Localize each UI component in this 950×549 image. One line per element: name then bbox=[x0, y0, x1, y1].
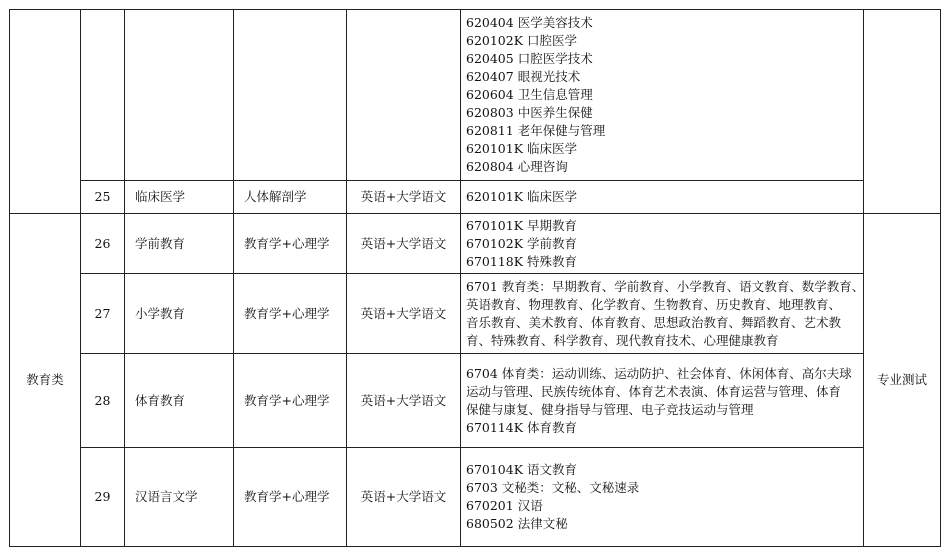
code-line: 音乐教育、美术教育、体育教育、思想政治教育、舞蹈教育、艺术教 bbox=[466, 314, 842, 330]
subject-test: 教育学+心理学 bbox=[234, 214, 347, 274]
code-line: 670102K 学前教育 bbox=[466, 235, 578, 251]
public-test: 英语+大学语文 bbox=[347, 181, 461, 214]
major-name: 学前教育 bbox=[125, 214, 234, 274]
code-line: 620102K 口腔医学 bbox=[466, 33, 578, 48]
public-test: 英语+大学语文 bbox=[347, 214, 461, 274]
subject-test: 教育学+心理学 bbox=[234, 274, 347, 354]
code-line: 620407 眼视光技术 bbox=[466, 69, 581, 84]
table-row bbox=[10, 448, 941, 547]
row-number bbox=[81, 10, 125, 181]
table-row bbox=[10, 354, 941, 448]
code-line: 620101K 临床医学 bbox=[466, 189, 578, 204]
admission-table bbox=[9, 9, 941, 547]
code-line: 620405 口腔医学技术 bbox=[466, 51, 593, 66]
major-name bbox=[125, 10, 234, 181]
code-line: 620404 医学美容技术 bbox=[466, 15, 593, 30]
table-row bbox=[10, 214, 941, 274]
row-number: 25 bbox=[81, 181, 125, 214]
major-name: 临床医学 bbox=[125, 181, 234, 214]
code-line: 670104K 语文教育 bbox=[466, 462, 578, 477]
code-line: 670101K 早期教育 bbox=[466, 217, 578, 233]
major-codes bbox=[461, 181, 864, 214]
subject-test: 人体解剖学 bbox=[234, 181, 347, 214]
public-test: 英语+大学语文 bbox=[347, 354, 461, 448]
major-codes bbox=[461, 214, 864, 274]
code-line: 670114K 体育教育 bbox=[466, 419, 578, 435]
category-cell-continued bbox=[10, 10, 81, 214]
major-name: 汉语言文学 bbox=[125, 448, 234, 547]
code-line: 育、特殊教育、科学教育、现代教育技术、心理健康教育 bbox=[466, 332, 779, 348]
note-professional-test: 专业测试 bbox=[864, 214, 941, 547]
code-line: 运动与管理、民族传统体育、体育艺术表演、体育运营与管理、体育 bbox=[466, 383, 842, 399]
public-test: 英语+大学语文 bbox=[347, 448, 461, 547]
code-line: 6703 文秘类：文秘、文秘速录 bbox=[466, 480, 640, 495]
code-line: 620101K 临床医学 bbox=[466, 141, 578, 156]
code-line: 680502 法律文秘 bbox=[466, 516, 568, 531]
major-codes bbox=[461, 448, 864, 547]
row-number: 27 bbox=[81, 274, 125, 354]
category-education: 教育类 bbox=[10, 214, 81, 547]
code-line: 6704 体育类：运动训练、运动防护、社会体育、休闲体育、高尔夫球 bbox=[466, 365, 852, 381]
code-line: 620811 老年保健与管理 bbox=[466, 123, 606, 138]
row-number: 29 bbox=[81, 448, 125, 547]
major-codes bbox=[461, 10, 864, 181]
code-line: 6701 教育类：早期教育、学前教育、小学教育、语文教育、数学教育、 bbox=[466, 278, 865, 294]
code-line: 620604 卫生信息管理 bbox=[466, 87, 593, 102]
table-row bbox=[10, 181, 941, 214]
code-line: 英语教育、物理教育、化学教育、生物教育、历史教育、地理教育、 bbox=[466, 296, 842, 312]
subject-test bbox=[234, 10, 347, 181]
code-line: 620803 中医养生保健 bbox=[466, 105, 593, 120]
table-row bbox=[10, 274, 941, 354]
row-number: 28 bbox=[81, 354, 125, 448]
major-name: 小学教育 bbox=[125, 274, 234, 354]
row-number: 26 bbox=[81, 214, 125, 274]
subject-test: 教育学+心理学 bbox=[234, 354, 347, 448]
code-line: 保健与康复、健身指导与管理、电子竞技运动与管理 bbox=[466, 401, 754, 417]
subject-test: 教育学+心理学 bbox=[234, 448, 347, 547]
major-codes bbox=[461, 354, 864, 448]
table-row bbox=[10, 10, 941, 181]
major-codes bbox=[461, 274, 864, 354]
public-test: 英语+大学语文 bbox=[347, 274, 461, 354]
code-line: 670118K 特殊教育 bbox=[466, 253, 578, 269]
note-cell-continued bbox=[864, 10, 941, 214]
major-name: 体育教育 bbox=[125, 354, 234, 448]
code-line: 620804 心理咨询 bbox=[466, 159, 568, 174]
code-line: 670201 汉语 bbox=[466, 498, 543, 513]
public-test bbox=[347, 10, 461, 181]
